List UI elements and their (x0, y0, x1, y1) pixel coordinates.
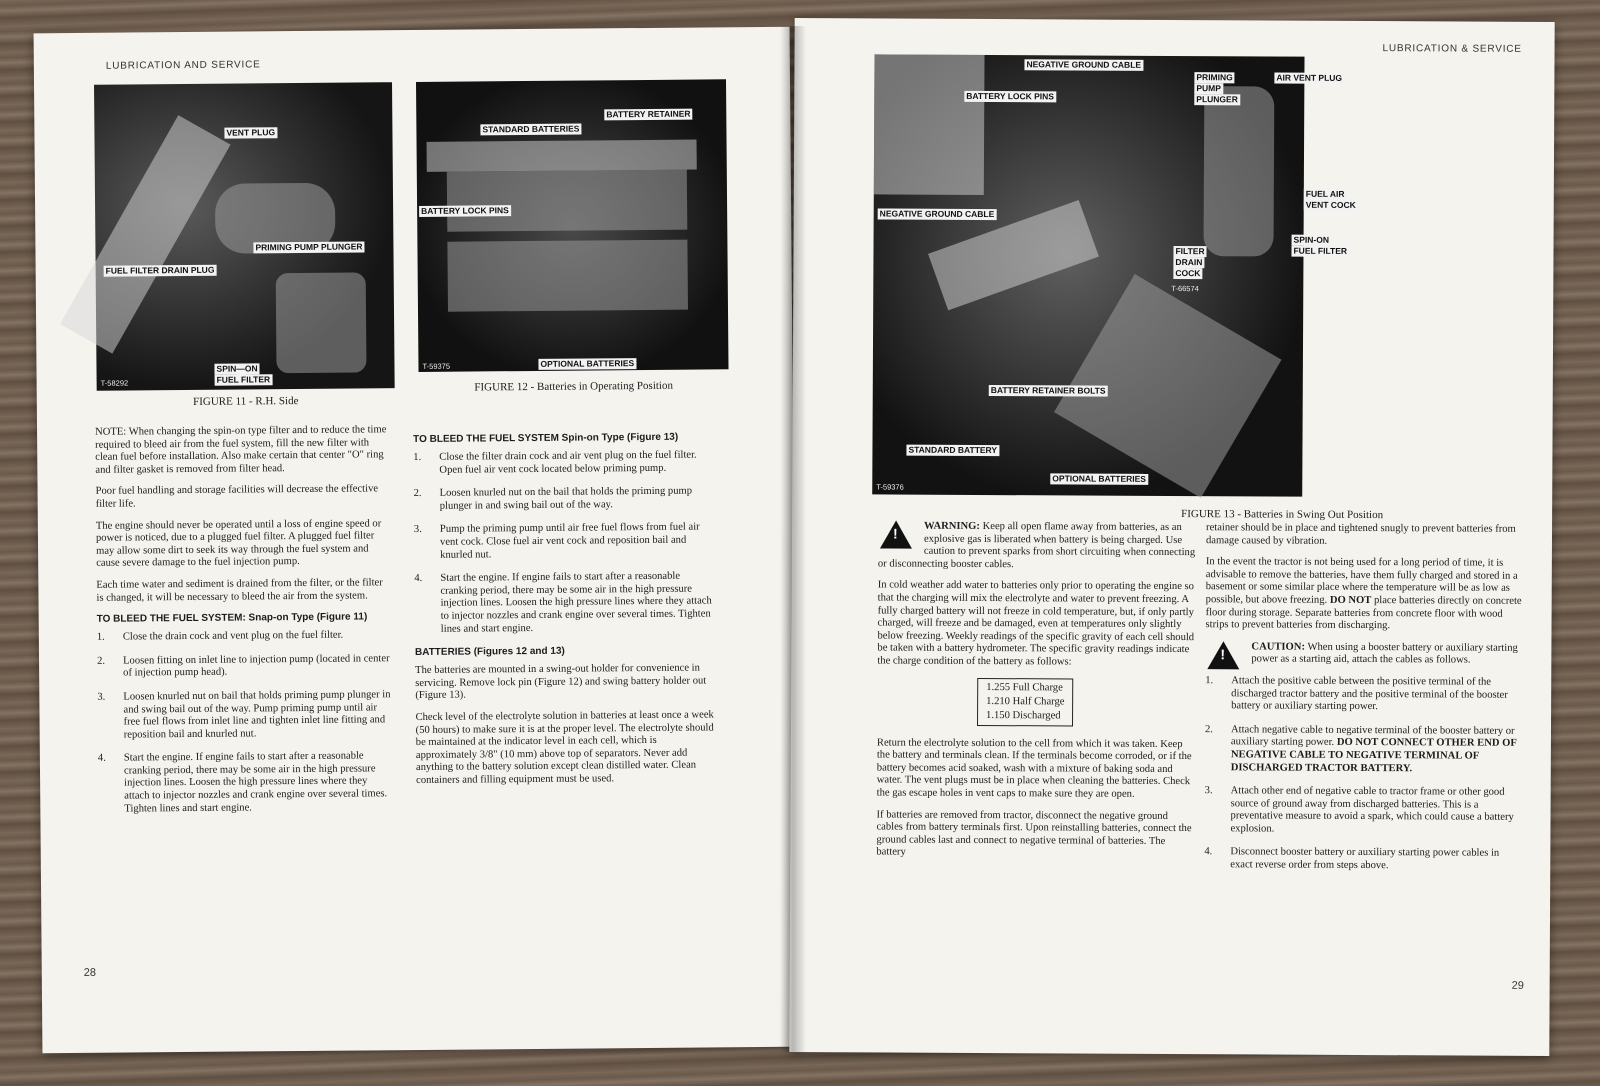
list-item: 2. Loosen knurled nut on the bail that holds the priming pump plunger in and swing bail out of the way. (413, 485, 693, 512)
list-item: 3. Attach other end of negative cable to tractor frame or other good source of ground away from discharged batteries. This is a preventative measure to avoid a spark, which could cause a battery explosion. (1204, 785, 1514, 835)
fig13-label-filter: FILTER (1173, 246, 1206, 257)
fig13-label-battery-lock-pins: BATTERY LOCK PINS (964, 91, 1056, 102)
fig13-label-spin-on: SPIN-ON (1292, 235, 1331, 246)
paragraph: If batteries are removed from tractor, disconnect the negative ground cables from battery terminals first. Upon reinstalling batteries, connect the ground cables last and connect to negative terminal of batteries. The battery (876, 808, 1192, 858)
left-column-2 (413, 431, 716, 796)
fig11-label-priming-pump-plunger: PRIMING PUMP PLUNGER (253, 241, 364, 253)
caution-block: ! CAUTION: When using a booster battery or auxiliary starting power as a starting aid, attach the cables as follows. (1205, 641, 1523, 668)
figure-11-caption: FIGURE 11 - R.H. Side (193, 395, 299, 408)
list-item: 1. Close the drain cock and vent plug on the fuel filter. (96, 629, 344, 643)
list-item: 4. Start the engine. If engine fails to start after a reasonable cranking period, there may be some air in the high pressure injection lines. Loosen the high pressure lines where they attach to injector nozzles and crank engine over several times. Tighten lines and start engine. (414, 570, 712, 635)
list-item: 4. Disconnect booster battery or auxiliary starting power cables in exact reverse order from steps above. (1204, 846, 1500, 872)
page-header: LUBRICATION AND SERVICE (105, 59, 261, 72)
fig12-label-optional-batteries: OPTIONAL BATTERIES (538, 358, 636, 370)
fig13-label-drain: DRAIN (1173, 257, 1204, 268)
list-item: 4. Start the engine. If engine fails to start after a reasonable cranking period, there may be some air in the high pressure injection lines. Loosen the high pressure lines where they attach to injector nozzles and crank engine over several times. Tighten lines and start engine. (97, 750, 388, 815)
fig11-label-fuel-filter-drain-plug: FUEL FILTER DRAIN PLUG (104, 265, 217, 277)
right-column-2 (1204, 522, 1524, 884)
fig13-label-optional-batteries: OPTIONAL BATTERIES (1050, 473, 1148, 485)
fig13-label-vent-cock: VENT COCK (1304, 200, 1358, 211)
figure-12-photo (416, 79, 729, 372)
fig13-label-cock: COCK (1173, 268, 1202, 279)
fig11-label-fuel-filter: FUEL FILTER (215, 374, 273, 386)
page-header: LUBRICATION & SERVICE (1382, 43, 1522, 55)
gravity-row: 1.150 Discharged (986, 709, 1061, 721)
warning-icon: ! (880, 520, 912, 548)
fig13-label-battery-retainer-bolts: BATTERY RETAINER BOLTS (989, 385, 1108, 397)
gravity-table (877, 677, 1195, 727)
fig11-label-vent-plug: VENT PLUG (224, 127, 277, 138)
fig13-inner-code: T-66574 (1171, 283, 1199, 294)
fig11-label-spin-on: SPIN—ON (214, 363, 259, 374)
fig13-label-pump: PUMP (1194, 83, 1223, 94)
snap-on-steps (97, 629, 395, 816)
fig12-label-battery-lock-pins: BATTERY LOCK PINS (419, 205, 511, 217)
list-item: 1. Close the filter drain cock and air vent plug on the fuel filter. Open fuel air vent cock located below priming pump. (413, 449, 697, 476)
fig12-label-standard-batteries: STANDARD BATTERIES (480, 124, 581, 136)
fig12-code: T-59375 (422, 361, 451, 371)
section-heading: TO BLEED THE FUEL SYSTEM: Snap-on Type (Figure 11) (96, 611, 368, 625)
fig13-label-fuel-filter: FUEL FILTER (1291, 246, 1349, 257)
gravity-row: 1.210 Half Charge (986, 695, 1065, 707)
paragraph: The batteries are mounted in a swing-out holder for convenience in servicing. Remove lock pin (Figure 12) and swing battery holder out (Figure 13). (415, 662, 707, 702)
paragraph: Return the electrolyte solution to the cell from which it was taken. Keep the battery and terminals clean. If the terminals become corroded, or if the battery becomes acid soaked, wash with a mixture of baking soda and water. The vent plugs must be in place when cleaning the batteries. Check the gas escape holes in vent caps to make sure they are open. (876, 736, 1192, 800)
fig13-label-air-vent-plug: AIR VENT PLUG (1274, 73, 1344, 84)
fig13-label-fuel-air: FUEL AIR (1304, 189, 1347, 200)
figure-11-photo (94, 82, 395, 391)
page-number: 28 (83, 966, 97, 979)
right-page (789, 18, 1554, 1056)
list-item: 2. Loosen fitting on inlet line to injection pump (located in center of injection pump head). (96, 652, 390, 679)
fig13-label-negative-ground-cable-top: NEGATIVE GROUND CABLE (1024, 59, 1143, 71)
left-page (34, 27, 799, 1054)
paragraph: The engine should never be operated until a loss of engine speed or power is noticed, due to a plugged fuel filter. A plugged fuel filter may allow some dirt to seek its way through the fuel system and cause severe damage to the fuel injection pump. (95, 517, 382, 570)
right-column-1 (876, 520, 1196, 870)
left-column-1 (95, 424, 394, 827)
spin-on-steps (413, 449, 715, 636)
list-item: 1. Attach the positive cable between the positive terminal of the discharged tractor battery and the positive terminal of the booster battery or auxiliary starting power. (1205, 675, 1508, 713)
list-item: 3. Pump the priming pump until air free fuel flows from fuel air vent cock. Close fuel air vent cock and reposition bail and knurled nut. (413, 521, 700, 561)
paragraph: retainer should be in place and tightened snugly to prevent batteries from damage caused by vibration. (1205, 522, 1516, 547)
fig13-label-negative-ground-cable-left: NEGATIVE GROUND CABLE (878, 208, 997, 220)
fig13-code: T-59376 (876, 482, 904, 492)
page-number: 29 (1511, 979, 1524, 992)
section-heading: TO BLEED THE FUEL SYSTEM Spin-on Type (Figure 13) (413, 431, 679, 446)
book-gutter (780, 26, 806, 1052)
paragraph: In cold weather add water to batteries only prior to operating the engine so that the charging will mix the electrolyte and water to prevent freezing. A fully charged battery will not freeze in cold temperature, but, if only partly charged, will freeze and be damaged, even at temperatures only slightly below freezing. Weekly readings of the specific gravity of each cell should be taken with a battery hydrometer. The specific gravity readings indicate the charge condition of the battery as follows: (877, 579, 1195, 668)
storage-paragraph: In the event the tractor is not being used for a long period of time, it is advisable to remove the batteries, have them fully charged and stored in a basement or some similar place where the temperature will be as low as possible, but above freezing. DO NOT place batteries directly on concrete floor during storage. Separate batteries from concrete floor with wood strips to prevent batteries from discharging. (1205, 556, 1522, 632)
fig13-label-priming: PRIMING (1194, 72, 1234, 83)
paragraph: Each time water and sediment is drained from the filter, or the filter is changed, it will be necessary to bleed the air from the system. (96, 577, 383, 604)
paragraph: Check level of the electrolyte solution in batteries at least once a week (50 hours) to make sure it is at the proper level. The electrolyte should be maintained at the indicator level in each cell, which is approximately 3/8" (10 mm) above top of separators. Never add anything to the battery solution except clean distilled water. Clean containers and filling equipment must be used. (415, 709, 714, 786)
warning-block: ! WARNING: Keep all open flame away from batteries, as an explosive gas is liberated when battery is being charged. Use caution to prevent sparks from short circuiting when connecting or disconnecting booster cables. (877, 520, 1196, 570)
list-item: 3. Loosen knurled nut on bail that holds priming pump plunger in and swing bail out of the way. Pump priming pump until air free fuel flows from inlet line and tighten inlet line fitting and reposition bail and knurled nut. (97, 689, 391, 741)
figure-13-caption: FIGURE 13 - Batteries in Swing Out Position (1181, 508, 1384, 522)
fig12-label-battery-retainer: BATTERY RETAINER (604, 109, 692, 121)
figure-13-photo (872, 54, 1356, 496)
list-item: 2. Attach negative cable to negative terminal of the booster battery or auxiliary starting power. DO NOT CONNECT OTHER END OF NEGATIVE CABLE TO NEGATIVE TERMINAL OF DISCHARGED TRACTOR BATTERY. (1204, 723, 1517, 774)
fig11-code: T-58292 (100, 378, 129, 388)
section-heading: BATTERIES (Figures 12 and 13) (414, 645, 565, 659)
caution-icon: ! (1207, 641, 1239, 669)
fig13-label-standard-battery: STANDARD BATTERY (906, 445, 999, 456)
booster-steps (1204, 675, 1523, 873)
gravity-row: 1.255 Full Charge (986, 681, 1063, 693)
fig13-label-plunger: PLUNGER (1194, 94, 1240, 105)
note-paragraph: NOTE: When changing the spin-on type filter and to reduce the time required to bleed air from the fuel system, fill the new filter with clean fuel before installation. Also make certain that center "O" ring and filter gasket is removed from filter head. (94, 424, 387, 476)
figure-12-caption: FIGURE 12 - Batteries in Operating Position (474, 379, 674, 394)
paragraph: Poor fuel handling and storage facilities will decrease the effective filter life. (95, 483, 379, 510)
